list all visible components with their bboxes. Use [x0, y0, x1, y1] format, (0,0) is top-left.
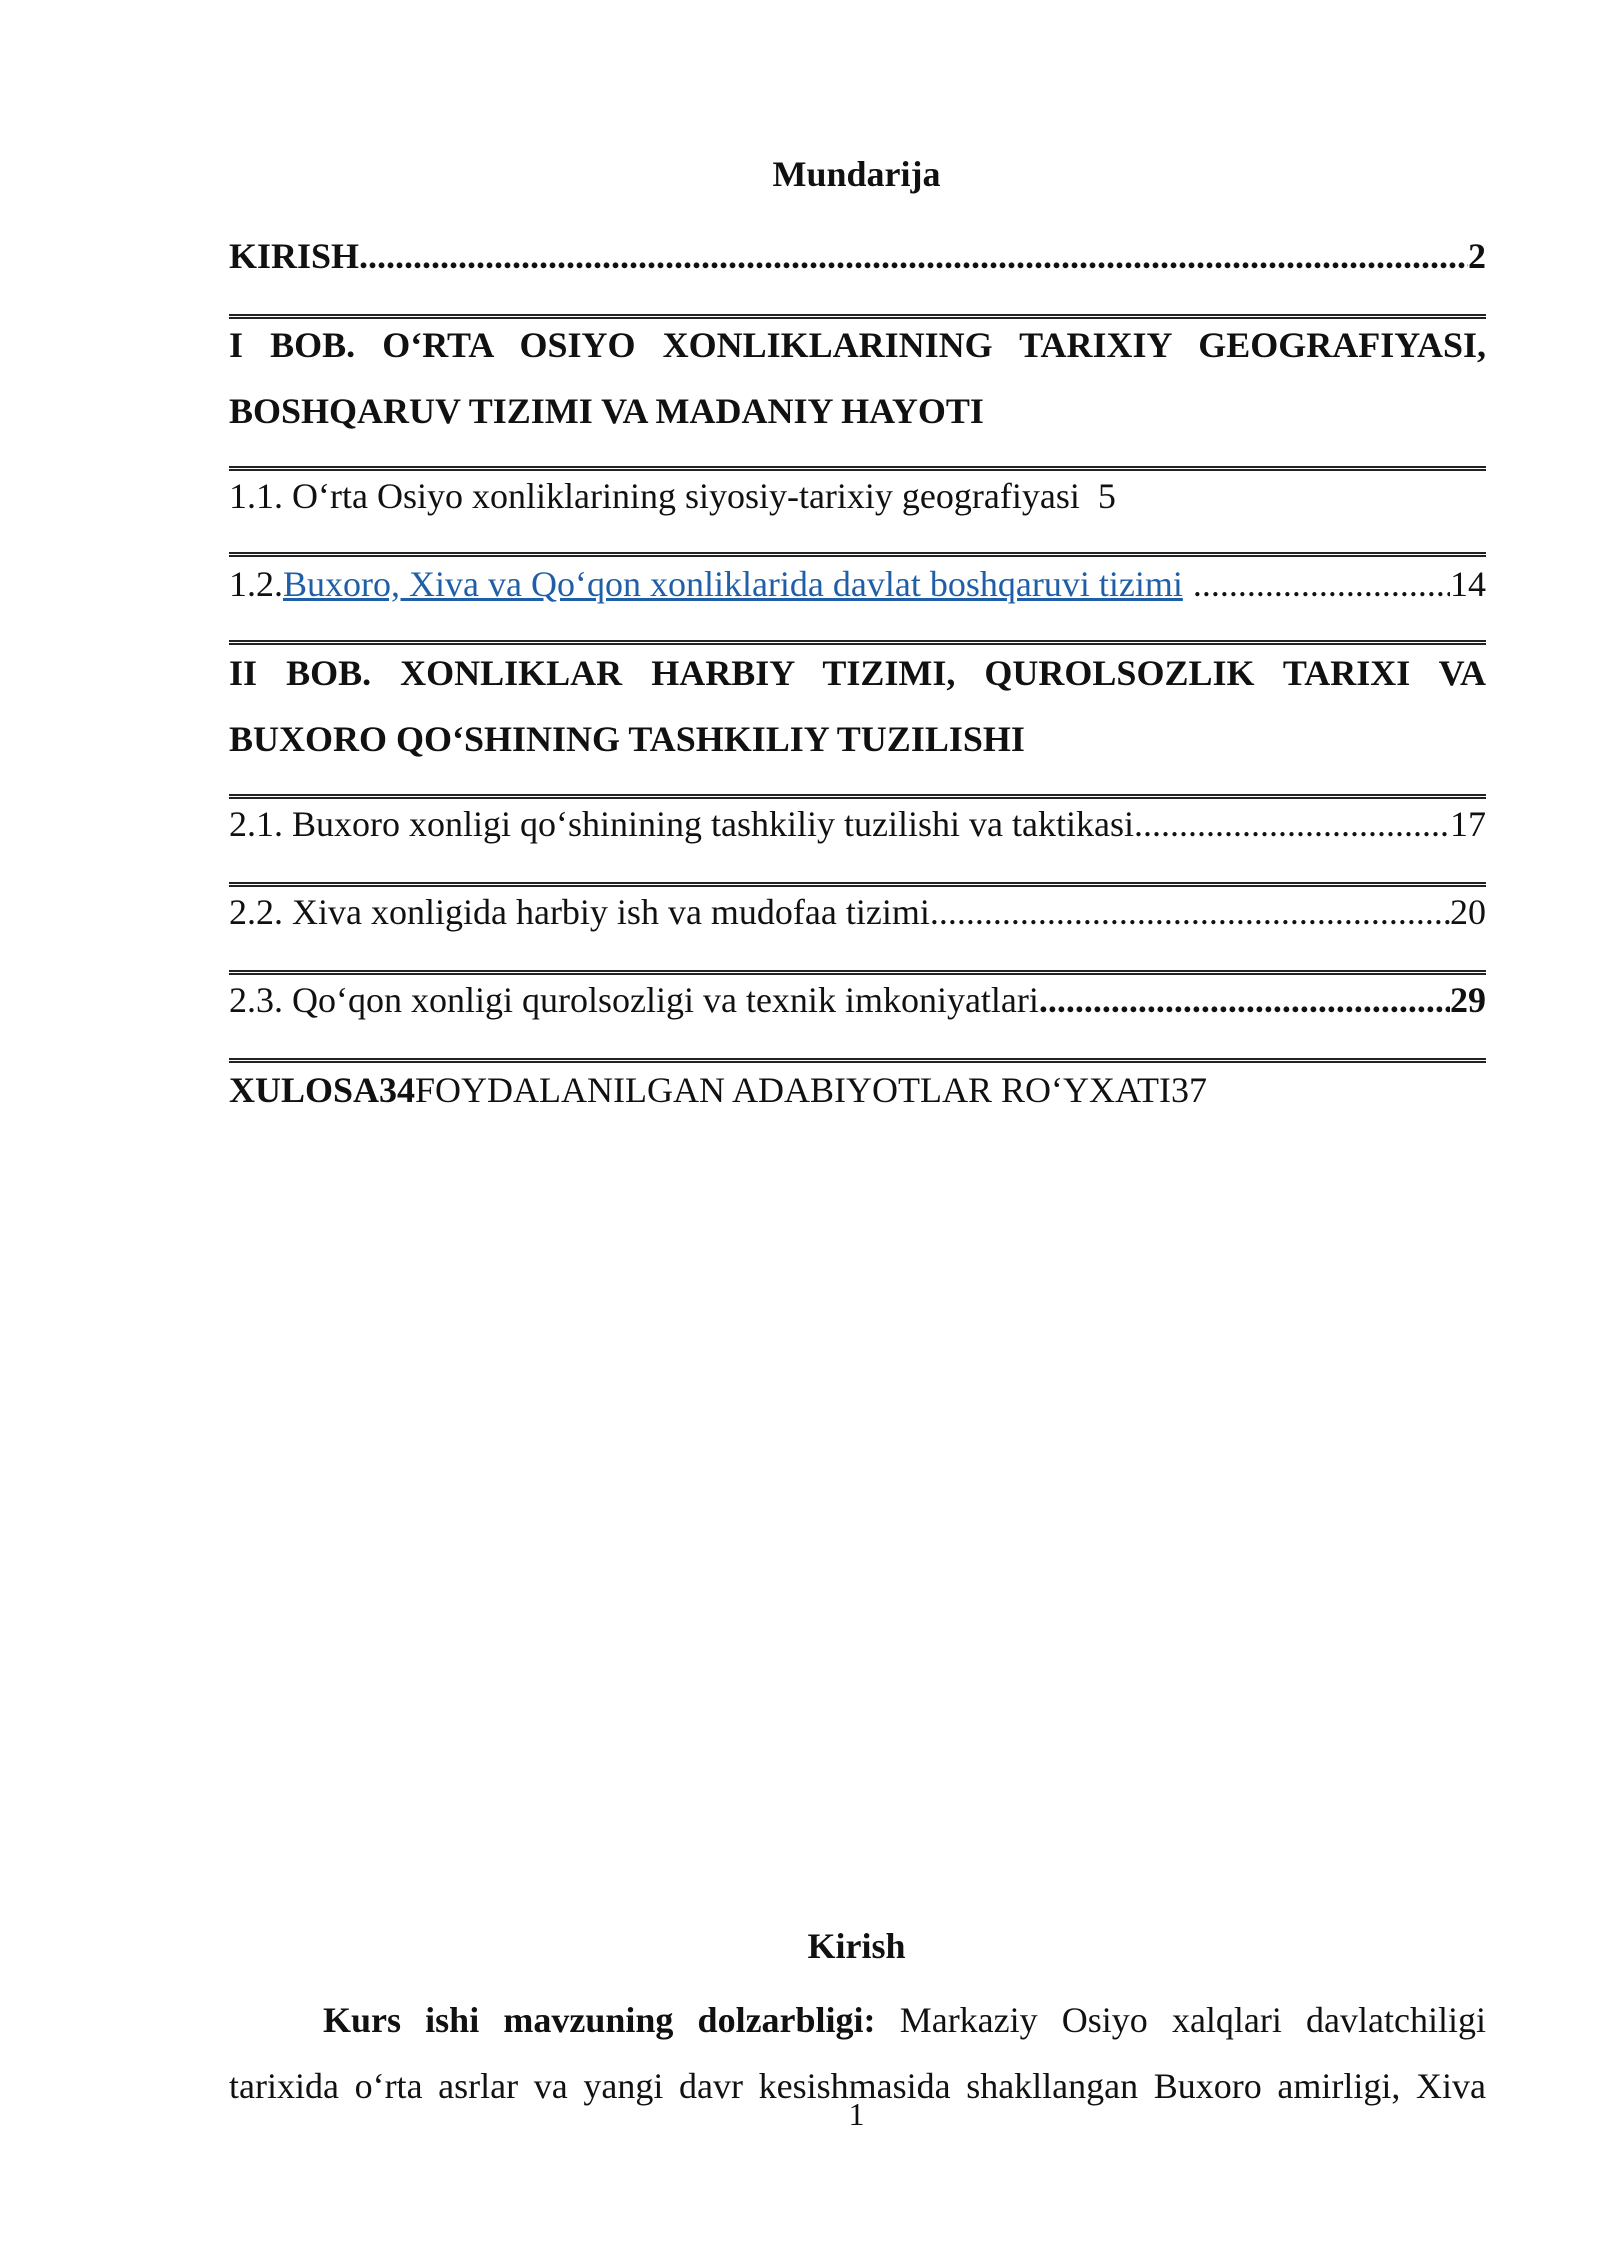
toc-item-page: 2 — [1468, 236, 1486, 276]
toc-item-label: 2.2. Xiva xonligida harbiy ish va mudofaa tizimi — [229, 892, 930, 932]
toc-leader-dots — [1134, 800, 1450, 848]
toc-item-page: 29 — [1450, 980, 1486, 1020]
toc-references-label: FOYDALANILGAN ADABIYOTLAR RO‘YXATI37 — [415, 1070, 1207, 1110]
intro-line1-text: Markaziy Osiyo xalqlari davlatchiligi — [875, 2000, 1487, 2040]
page-number: 1 — [848, 2096, 865, 2132]
toc-separator — [229, 552, 1486, 557]
toc-item-page: 5 — [1097, 476, 1116, 516]
toc-item-2-3[interactable] — [229, 976, 1486, 1024]
intro-paragraph-line1 — [229, 1987, 1486, 2053]
toc-chapter-1[interactable] — [229, 312, 1486, 444]
toc-item-kirish[interactable] — [229, 232, 1486, 280]
toc-item-2-2[interactable] — [229, 888, 1486, 936]
toc-chapter-2-line2: BUXORO QO‘SHINING TASHKILIY TUZILISHI — [229, 719, 1025, 759]
toc-leader-dots — [930, 888, 1450, 936]
toc-chapter-2[interactable] — [229, 640, 1486, 772]
toc-conclusion-label: XULOSA34 — [229, 1070, 416, 1110]
toc-item-label: 2.1. Buxoro xonligi qo‘shinining tashkiliy tuzilishi va taktikasi — [229, 804, 1134, 844]
toc-leader-dots — [1039, 976, 1450, 1024]
toc-separator — [229, 970, 1486, 975]
toc-separator — [229, 794, 1486, 799]
toc-item-label: 2.3. Qo‘qon xonligi qurolsozligi va texnik imkoniyatlari — [229, 980, 1039, 1020]
toc-chapter-2-line1: II BOB. XONLIKLAR HARBIY TIZIMI, QUROLSOZLIK TARIXI VA — [229, 653, 1486, 693]
toc-item-label: KIRISH — [229, 236, 360, 276]
toc-separator — [229, 1058, 1486, 1063]
intro-title: Kirish — [807, 1926, 906, 1966]
toc-item-conclusion-references[interactable] — [229, 1066, 1207, 1114]
toc-leader-dots — [359, 232, 1468, 280]
toc-chapter-1-line2: BOSHQARUV TIZIMI VA MADANIY HAYOTI — [229, 391, 984, 431]
toc-item-page: 14 — [1450, 564, 1486, 604]
toc-item-page: 20 — [1450, 892, 1486, 932]
intro-paragraph-line2: tarixida o‘rta asrlar va yangi davr kesishmasida shakllangan Buxoro amirligi, Xiva — [229, 2066, 1486, 2106]
toc-item-1-2[interactable] — [229, 560, 1486, 608]
toc-item-link[interactable]: Buxoro, Xiva va Qo‘qon xonliklarida davlat boshqaruvi tizimi — [283, 564, 1183, 604]
toc-item-label: 1.1. O‘rta Osiyo xonliklarining siyosiy-tarixiy geografiyasi — [229, 476, 1080, 516]
toc-separator — [229, 882, 1486, 887]
intro-lead-bold: Kurs ishi mavzuning dolzarbligi: — [323, 2000, 876, 2040]
toc-leader-dots — [1183, 560, 1450, 608]
toc-item-2-1[interactable] — [229, 800, 1486, 848]
toc-item-1-1[interactable] — [229, 472, 1116, 520]
toc-item-page: 17 — [1450, 804, 1486, 844]
page-title: Mundarija — [772, 154, 941, 194]
toc-chapter-1-line1: I BOB. O‘RTA OSIYO XONLIKLARINING TARIXIY GEOGRAFIYASI, — [229, 325, 1486, 365]
toc-separator — [229, 466, 1486, 471]
toc-item-number: 1.2. — [229, 564, 283, 604]
